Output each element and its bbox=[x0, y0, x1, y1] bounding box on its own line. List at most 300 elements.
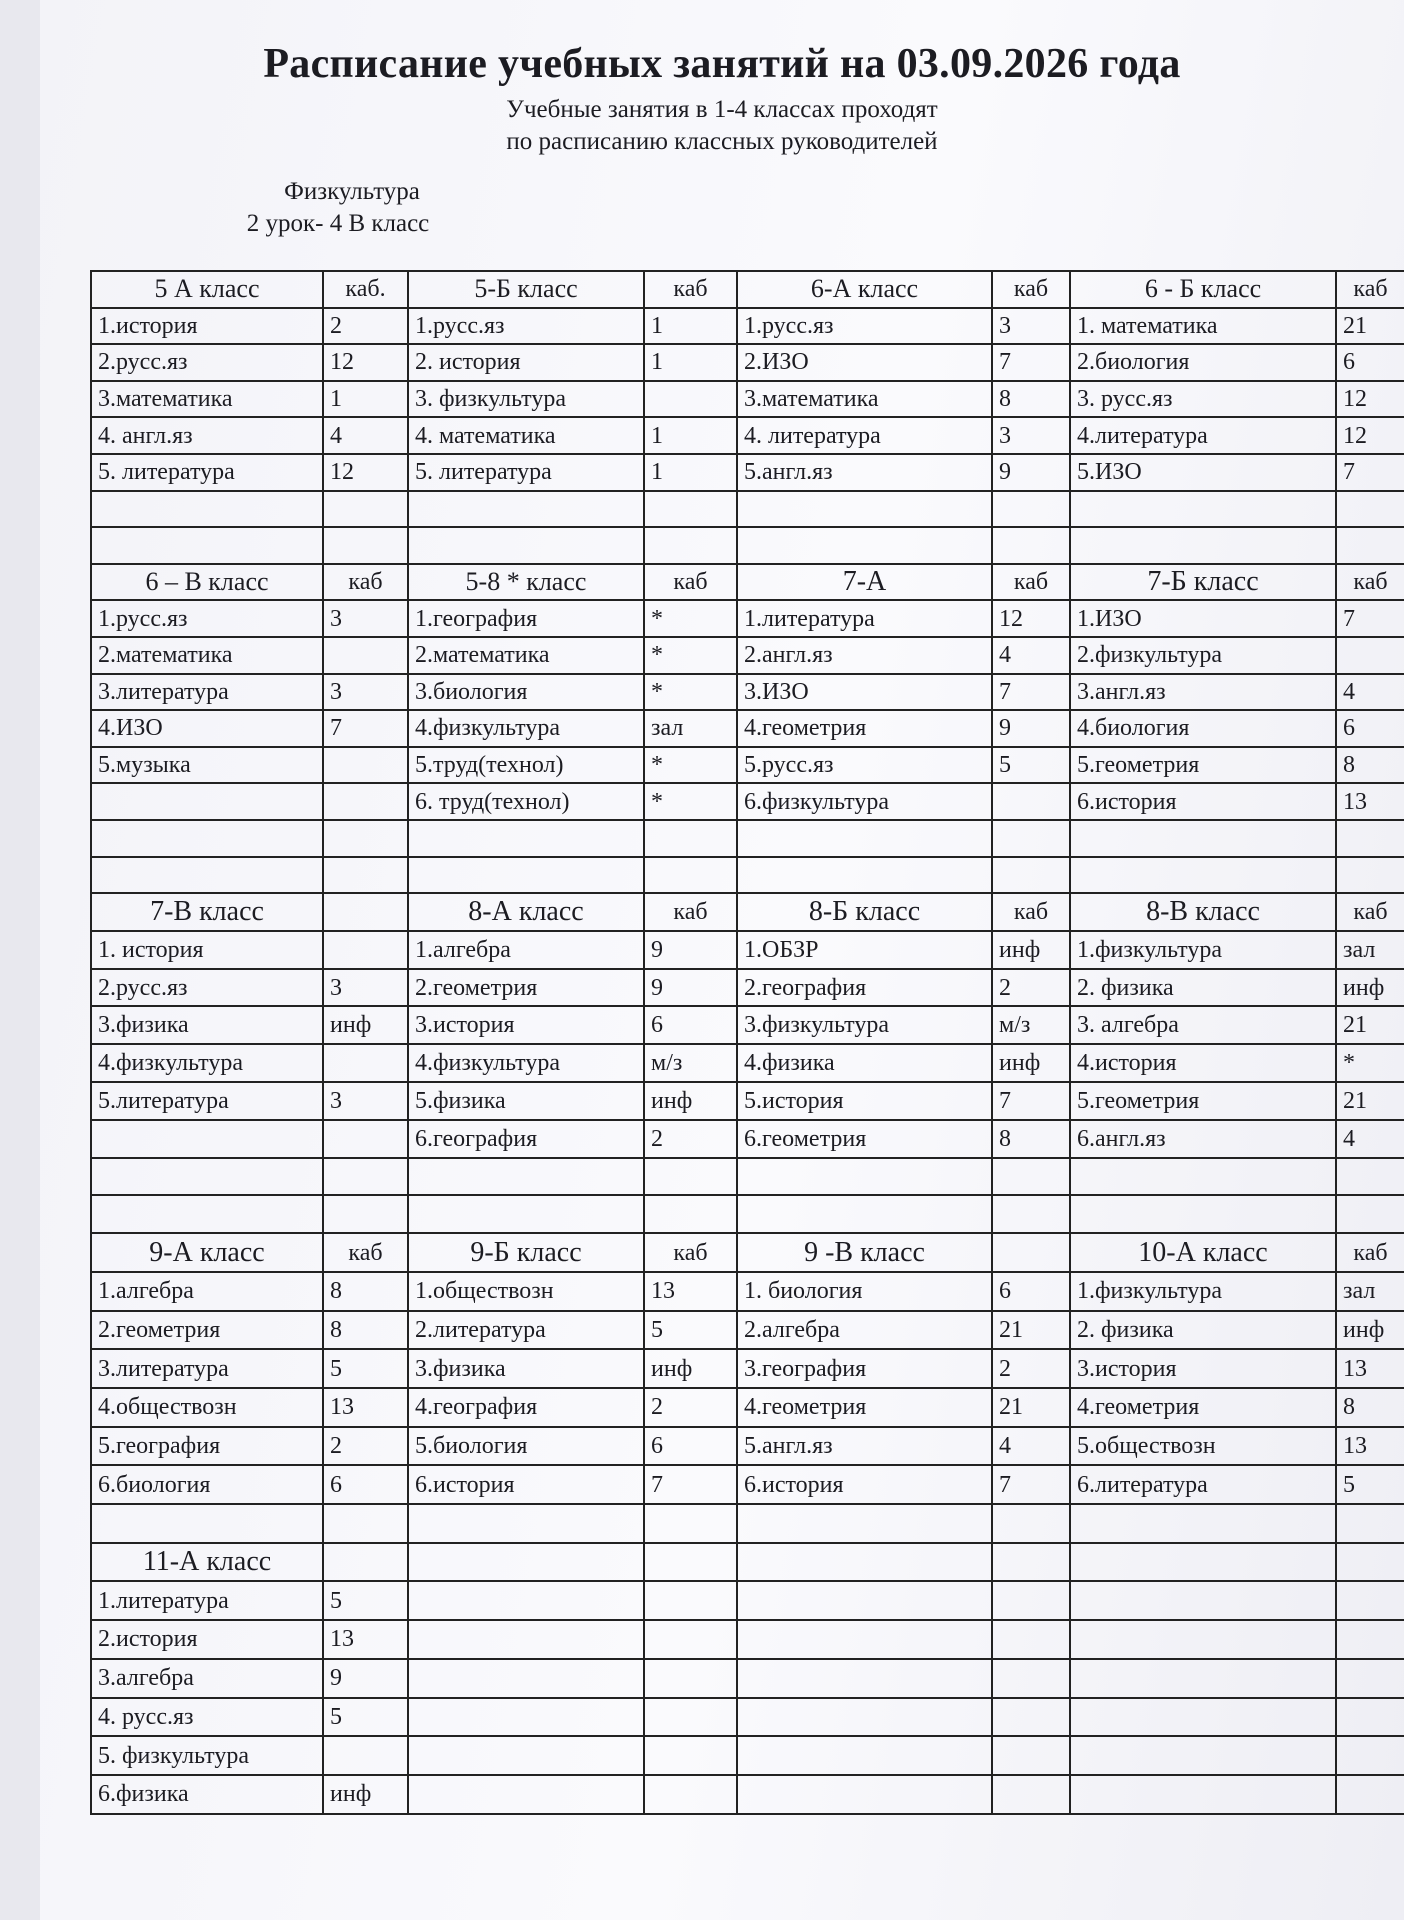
empty-cell bbox=[1071, 1660, 1337, 1699]
lesson-row bbox=[738, 382, 1071, 419]
lesson-row bbox=[738, 932, 1071, 970]
lesson-room: 5 bbox=[324, 1582, 409, 1621]
lesson-subject: 1.русс.яз bbox=[409, 309, 645, 346]
lesson-subject: 5. физкультура bbox=[92, 1737, 324, 1776]
class-header-row bbox=[1071, 1234, 1404, 1273]
empty-cell bbox=[738, 1621, 993, 1660]
lesson-row bbox=[738, 1389, 1071, 1428]
lesson-subject: 2.русс.яз bbox=[92, 970, 324, 1008]
class-header-row bbox=[92, 1544, 409, 1583]
lesson-room bbox=[324, 784, 409, 821]
lesson-subject: 2.математика bbox=[409, 638, 645, 675]
class-header-row bbox=[738, 894, 1071, 932]
lesson-subject: 4.физкультура bbox=[409, 711, 645, 748]
lesson-row bbox=[92, 970, 409, 1008]
lesson-subject: 1.ОБЗР bbox=[738, 932, 993, 970]
lesson-room: 21 bbox=[993, 1389, 1071, 1428]
class-header-row bbox=[409, 272, 738, 309]
lesson-subject: 3.литература bbox=[92, 1350, 324, 1389]
lesson-subject: 4.геометрия bbox=[1071, 1389, 1337, 1428]
lesson-row bbox=[92, 1428, 409, 1467]
lesson-row bbox=[1071, 492, 1404, 529]
lesson-subject bbox=[92, 1505, 324, 1544]
lesson-subject bbox=[92, 1159, 324, 1197]
lesson-room: инф bbox=[324, 1007, 409, 1045]
lesson-row bbox=[1071, 711, 1404, 748]
lesson-subject: 5.обществозн bbox=[1071, 1428, 1337, 1467]
lesson-row bbox=[92, 711, 409, 748]
empty-cell bbox=[993, 1582, 1071, 1621]
lesson-row bbox=[409, 748, 738, 785]
lesson-row bbox=[409, 1505, 738, 1544]
lesson-row bbox=[92, 858, 409, 895]
lesson-row bbox=[1071, 1121, 1404, 1159]
lesson-room bbox=[645, 858, 738, 895]
lesson-row bbox=[1071, 1196, 1404, 1234]
lesson-row bbox=[92, 528, 409, 565]
class-title: 6 - Б класс bbox=[1071, 272, 1337, 309]
lesson-room: 9 bbox=[645, 932, 738, 970]
lesson-subject: 4. математика bbox=[409, 418, 645, 455]
lesson-room: инф bbox=[1337, 970, 1404, 1008]
lesson-subject: 2. история bbox=[409, 345, 645, 382]
lesson-subject bbox=[738, 1505, 993, 1544]
lesson-row bbox=[409, 932, 738, 970]
lesson-row bbox=[738, 748, 1071, 785]
lesson-row bbox=[409, 418, 738, 455]
lesson-subject: 5.биология bbox=[409, 1428, 645, 1467]
lesson-subject: 3.география bbox=[738, 1350, 993, 1389]
empty-row bbox=[1071, 1737, 1404, 1776]
class-title: 9 -В класс bbox=[738, 1234, 993, 1273]
lesson-subject: 1.история bbox=[92, 309, 324, 346]
empty-cell bbox=[645, 1699, 738, 1738]
empty-cell bbox=[645, 1660, 738, 1699]
empty-row bbox=[1071, 1660, 1404, 1699]
lesson-room bbox=[1337, 528, 1404, 565]
empty-row bbox=[738, 1776, 1071, 1815]
lesson-room: 1 bbox=[645, 309, 738, 346]
lesson-subject bbox=[92, 1196, 324, 1234]
lesson-room: 8 bbox=[1337, 1389, 1404, 1428]
empty-row bbox=[738, 1699, 1071, 1738]
lesson-subject bbox=[92, 492, 324, 529]
lesson-room: 5 bbox=[993, 748, 1071, 785]
lesson-room: 7 bbox=[993, 1466, 1071, 1505]
lesson-subject: 6.физика bbox=[92, 1776, 324, 1815]
class-title: 7-Б класс bbox=[1071, 565, 1337, 602]
lesson-room bbox=[645, 1505, 738, 1544]
lesson-subject: 3.алгебра bbox=[92, 1660, 324, 1699]
empty-row bbox=[738, 1660, 1071, 1699]
lesson-room: 6 bbox=[645, 1428, 738, 1467]
lesson-subject: 5.геометрия bbox=[1071, 1083, 1337, 1121]
empty-row bbox=[409, 1699, 738, 1738]
lesson-room: 12 bbox=[324, 345, 409, 382]
lesson-subject bbox=[1071, 1196, 1337, 1234]
lesson-room: 21 bbox=[1337, 1007, 1404, 1045]
lesson-row bbox=[92, 1621, 409, 1660]
lesson-subject: 6.физкультура bbox=[738, 784, 993, 821]
schedule-sheet bbox=[40, 0, 1404, 1920]
lesson-row bbox=[1071, 932, 1404, 970]
lesson-subject: 5.ИЗО bbox=[1071, 455, 1337, 492]
lesson-room: 2 bbox=[324, 309, 409, 346]
lesson-row bbox=[1071, 1007, 1404, 1045]
lesson-room: инф bbox=[645, 1083, 738, 1121]
lesson-room: 9 bbox=[993, 711, 1071, 748]
lesson-row bbox=[1071, 382, 1404, 419]
lesson-row bbox=[92, 748, 409, 785]
class-header-row bbox=[92, 272, 409, 309]
room-column-header: каб bbox=[645, 894, 738, 932]
lesson-room bbox=[324, 932, 409, 970]
room-column-header: каб bbox=[324, 565, 409, 602]
lesson-room: 8 bbox=[993, 382, 1071, 419]
lesson-room: инф bbox=[993, 932, 1071, 970]
lesson-subject: 2. физика bbox=[1071, 970, 1337, 1008]
lesson-room: 7 bbox=[1337, 601, 1404, 638]
lesson-room: 6 bbox=[645, 1007, 738, 1045]
class-header-row bbox=[1071, 894, 1404, 932]
empty-cell bbox=[1337, 1544, 1404, 1583]
class-title: 5-8 * класс bbox=[409, 565, 645, 602]
lesson-room: 4 bbox=[993, 638, 1071, 675]
lesson-room: 12 bbox=[1337, 418, 1404, 455]
lesson-row bbox=[92, 1121, 409, 1159]
room-column-header: каб bbox=[993, 272, 1071, 309]
lesson-room: 1 bbox=[645, 345, 738, 382]
lesson-room bbox=[1337, 821, 1404, 858]
empty-cell bbox=[993, 1776, 1071, 1815]
lesson-row bbox=[92, 492, 409, 529]
lesson-row bbox=[738, 1007, 1071, 1045]
lesson-subject: 6.география bbox=[409, 1121, 645, 1159]
room-column-header: каб bbox=[993, 565, 1071, 602]
lesson-room: 5 bbox=[1337, 1466, 1404, 1505]
lesson-row bbox=[409, 784, 738, 821]
lesson-row bbox=[738, 1466, 1071, 1505]
lesson-room: 21 bbox=[1337, 1083, 1404, 1121]
lesson-subject: 3.физкультура bbox=[738, 1007, 993, 1045]
empty-cell bbox=[738, 1660, 993, 1699]
lesson-row bbox=[92, 1350, 409, 1389]
lesson-subject: 3.литература bbox=[92, 675, 324, 712]
lesson-subject: 3. алгебра bbox=[1071, 1007, 1337, 1045]
lesson-room bbox=[993, 858, 1071, 895]
class-block-8b bbox=[738, 894, 1071, 1234]
lesson-row bbox=[92, 638, 409, 675]
lesson-room: 5 bbox=[645, 1312, 738, 1351]
empty-cell bbox=[993, 1621, 1071, 1660]
empty-cell bbox=[409, 1544, 645, 1583]
lesson-room bbox=[1337, 1196, 1404, 1234]
empty-row bbox=[409, 1737, 738, 1776]
lesson-room: 6 bbox=[993, 1273, 1071, 1312]
lesson-subject bbox=[738, 821, 993, 858]
lesson-row bbox=[738, 455, 1071, 492]
empty-cell bbox=[645, 1737, 738, 1776]
band-3 bbox=[92, 894, 1404, 1234]
lesson-room: 3 bbox=[993, 418, 1071, 455]
lesson-room: 3 bbox=[324, 1083, 409, 1121]
lesson-room bbox=[324, 1045, 409, 1083]
lesson-room: м/з bbox=[993, 1007, 1071, 1045]
lesson-row bbox=[738, 345, 1071, 382]
lesson-row bbox=[92, 345, 409, 382]
lesson-room: зал bbox=[1337, 1273, 1404, 1312]
class-block-9a-11a bbox=[92, 1234, 409, 1814]
lesson-subject: 4. русс.яз bbox=[92, 1699, 324, 1738]
empty-cell bbox=[738, 1776, 993, 1815]
lesson-room bbox=[324, 858, 409, 895]
empty-cell bbox=[645, 1776, 738, 1815]
class-block-8v bbox=[1071, 894, 1404, 1234]
lesson-room bbox=[1337, 858, 1404, 895]
lesson-subject: 6.история bbox=[738, 1466, 993, 1505]
room-column-header bbox=[993, 1234, 1071, 1273]
lesson-subject: 3.физика bbox=[92, 1007, 324, 1045]
lesson-row bbox=[92, 821, 409, 858]
empty-cell bbox=[1337, 1737, 1404, 1776]
lesson-room bbox=[324, 1505, 409, 1544]
lesson-room bbox=[645, 1159, 738, 1197]
lesson-subject: 2.математика bbox=[92, 638, 324, 675]
lesson-subject: 1.русс.яз bbox=[92, 601, 324, 638]
lesson-row bbox=[409, 1007, 738, 1045]
lesson-row bbox=[409, 1389, 738, 1428]
empty-cell bbox=[738, 1582, 993, 1621]
empty-row bbox=[738, 1737, 1071, 1776]
lesson-row bbox=[1071, 821, 1404, 858]
empty-cell bbox=[409, 1660, 645, 1699]
lesson-row bbox=[738, 858, 1071, 895]
lesson-subject: 2. физика bbox=[1071, 1312, 1337, 1351]
lesson-subject: 1.физкультура bbox=[1071, 932, 1337, 970]
lesson-room: 3 bbox=[324, 970, 409, 1008]
lesson-room: 13 bbox=[1337, 1428, 1404, 1467]
lesson-room: 3 bbox=[324, 601, 409, 638]
class-block-10a bbox=[1071, 1234, 1404, 1814]
lesson-row bbox=[409, 382, 738, 419]
lesson-room: 6 bbox=[324, 1466, 409, 1505]
class-header-row bbox=[738, 1234, 1071, 1273]
lesson-row bbox=[738, 1350, 1071, 1389]
lesson-room: 13 bbox=[324, 1389, 409, 1428]
lesson-subject: 3.англ.яз bbox=[1071, 675, 1337, 712]
lesson-room: 7 bbox=[1337, 455, 1404, 492]
lesson-room bbox=[993, 1159, 1071, 1197]
lesson-subject: 6.история bbox=[409, 1466, 645, 1505]
lesson-row bbox=[409, 1045, 738, 1083]
lesson-room: 7 bbox=[645, 1466, 738, 1505]
lesson-row bbox=[738, 821, 1071, 858]
lesson-room: 1 bbox=[324, 382, 409, 419]
lesson-subject bbox=[738, 528, 993, 565]
lesson-subject: 1.русс.яз bbox=[738, 309, 993, 346]
class-block-7a bbox=[738, 565, 1071, 894]
lesson-row bbox=[738, 528, 1071, 565]
lesson-subject: 2.биология bbox=[1071, 345, 1337, 382]
lesson-room bbox=[324, 1196, 409, 1234]
lesson-room: 12 bbox=[324, 455, 409, 492]
empty-cell bbox=[993, 1660, 1071, 1699]
lesson-row bbox=[409, 309, 738, 346]
lesson-room: зал bbox=[1337, 932, 1404, 970]
lesson-room: 9 bbox=[324, 1660, 409, 1699]
lesson-row bbox=[92, 1699, 409, 1738]
lesson-room: 7 bbox=[993, 675, 1071, 712]
lesson-room: инф bbox=[645, 1350, 738, 1389]
lesson-row bbox=[738, 970, 1071, 1008]
lesson-subject bbox=[409, 1196, 645, 1234]
lesson-room bbox=[993, 1196, 1071, 1234]
lesson-row bbox=[409, 638, 738, 675]
lesson-subject bbox=[409, 492, 645, 529]
lesson-subject: 1.ИЗО bbox=[1071, 601, 1337, 638]
empty-cell bbox=[1071, 1699, 1337, 1738]
empty-cell bbox=[1337, 1699, 1404, 1738]
lesson-row bbox=[92, 309, 409, 346]
band-1 bbox=[92, 272, 1404, 565]
room-column-header: каб bbox=[645, 1234, 738, 1273]
lesson-subject bbox=[738, 858, 993, 895]
lesson-row bbox=[409, 1428, 738, 1467]
lesson-room: инф bbox=[324, 1776, 409, 1815]
lesson-room: 7 bbox=[993, 1083, 1071, 1121]
lesson-row bbox=[738, 1159, 1071, 1197]
empty-row bbox=[409, 1776, 738, 1815]
lesson-room: 2 bbox=[993, 1350, 1071, 1389]
empty-cell bbox=[409, 1737, 645, 1776]
lesson-row bbox=[1071, 455, 1404, 492]
lesson-room bbox=[645, 821, 738, 858]
lesson-room: 13 bbox=[324, 1621, 409, 1660]
lesson-subject: 6.геометрия bbox=[738, 1121, 993, 1159]
empty-cell bbox=[1337, 1621, 1404, 1660]
lesson-row bbox=[409, 1083, 738, 1121]
lesson-row bbox=[738, 1428, 1071, 1467]
lesson-subject: 1.физкультура bbox=[1071, 1273, 1337, 1312]
lesson-subject bbox=[409, 1505, 645, 1544]
lesson-subject bbox=[92, 1121, 324, 1159]
lesson-subject: 4.геометрия bbox=[738, 1389, 993, 1428]
empty-cell bbox=[1071, 1776, 1337, 1815]
class-title: 7-В класс bbox=[92, 894, 324, 932]
lesson-subject: 5.геометрия bbox=[1071, 748, 1337, 785]
lesson-row bbox=[409, 1312, 738, 1351]
lesson-subject: 1.алгебра bbox=[409, 932, 645, 970]
room-column-header: каб bbox=[1337, 272, 1404, 309]
empty-cell bbox=[645, 1582, 738, 1621]
lesson-subject: 5.история bbox=[738, 1083, 993, 1121]
lesson-subject bbox=[738, 1159, 993, 1197]
lesson-room: * bbox=[645, 638, 738, 675]
lesson-subject: 3.математика bbox=[92, 382, 324, 419]
room-column-header: каб bbox=[645, 565, 738, 602]
empty-cell bbox=[409, 1582, 645, 1621]
room-column-header: каб bbox=[1337, 565, 1404, 602]
class-block-6a bbox=[738, 272, 1071, 565]
lesson-row bbox=[1071, 1505, 1404, 1544]
lesson-subject: 4. литература bbox=[738, 418, 993, 455]
class-header-row bbox=[1071, 272, 1404, 309]
empty-cell bbox=[993, 1699, 1071, 1738]
lesson-subject: 4. англ.яз bbox=[92, 418, 324, 455]
lesson-room: 13 bbox=[1337, 784, 1404, 821]
lesson-subject: 1.алгебра bbox=[92, 1273, 324, 1312]
lesson-row bbox=[1071, 1350, 1404, 1389]
lesson-row bbox=[409, 492, 738, 529]
class-block-5a bbox=[92, 272, 409, 565]
class-title: 8-А класс bbox=[409, 894, 645, 932]
lesson-row bbox=[92, 1737, 409, 1776]
lesson-subject: 4.физика bbox=[738, 1045, 993, 1083]
empty-cell bbox=[1337, 1660, 1404, 1699]
lesson-room: 7 bbox=[324, 711, 409, 748]
lesson-subject: 5.музыка bbox=[92, 748, 324, 785]
lesson-row bbox=[1071, 1466, 1404, 1505]
lesson-subject: 3. физкультура bbox=[409, 382, 645, 419]
lesson-row bbox=[1071, 1045, 1404, 1083]
class-title: 8-В класс bbox=[1071, 894, 1337, 932]
lesson-subject bbox=[409, 858, 645, 895]
lesson-row bbox=[409, 1121, 738, 1159]
empty-row bbox=[409, 1544, 738, 1583]
lesson-subject: 4.обществозн bbox=[92, 1389, 324, 1428]
lesson-room: 5 bbox=[324, 1699, 409, 1738]
lesson-room: 8 bbox=[324, 1312, 409, 1351]
lesson-room: * bbox=[645, 748, 738, 785]
lesson-row bbox=[1071, 309, 1404, 346]
page-title: Расписание учебных занятий на 03.09.2026 года bbox=[263, 41, 1181, 87]
lesson-room: 8 bbox=[993, 1121, 1071, 1159]
lesson-room bbox=[645, 1196, 738, 1234]
lesson-subject bbox=[92, 784, 324, 821]
lesson-room: 9 bbox=[645, 970, 738, 1008]
lesson-subject: 1. математика bbox=[1071, 309, 1337, 346]
empty-row bbox=[409, 1621, 738, 1660]
band-2 bbox=[92, 565, 1404, 894]
pe-note-line-2: 2 урок- 4 В класс bbox=[246, 210, 430, 237]
lesson-row bbox=[738, 638, 1071, 675]
class-header-row bbox=[738, 565, 1071, 602]
lesson-row bbox=[92, 1159, 409, 1197]
lesson-room: 2 bbox=[324, 1428, 409, 1467]
lesson-row bbox=[92, 1582, 409, 1621]
lesson-subject: 3. русс.яз bbox=[1071, 382, 1337, 419]
empty-cell bbox=[645, 1544, 738, 1583]
lesson-row bbox=[738, 1196, 1071, 1234]
class-title: 10-А класс bbox=[1071, 1234, 1337, 1273]
class-block-7v bbox=[92, 894, 409, 1234]
lesson-row bbox=[1071, 1389, 1404, 1428]
lesson-subject: 2.русс.яз bbox=[92, 345, 324, 382]
lesson-subject: 5.англ.яз bbox=[738, 455, 993, 492]
lesson-row bbox=[1071, 1312, 1404, 1351]
pe-note-line-1: Физкультура bbox=[284, 178, 420, 205]
lesson-row bbox=[1071, 638, 1404, 675]
lesson-row bbox=[409, 1159, 738, 1197]
lesson-subject: 1. история bbox=[92, 932, 324, 970]
lesson-room bbox=[324, 1121, 409, 1159]
lesson-row bbox=[92, 1083, 409, 1121]
lesson-subject: 2.геометрия bbox=[409, 970, 645, 1008]
lesson-row bbox=[92, 1045, 409, 1083]
lesson-row bbox=[409, 858, 738, 895]
room-column-header: каб bbox=[993, 894, 1071, 932]
empty-cell bbox=[409, 1699, 645, 1738]
